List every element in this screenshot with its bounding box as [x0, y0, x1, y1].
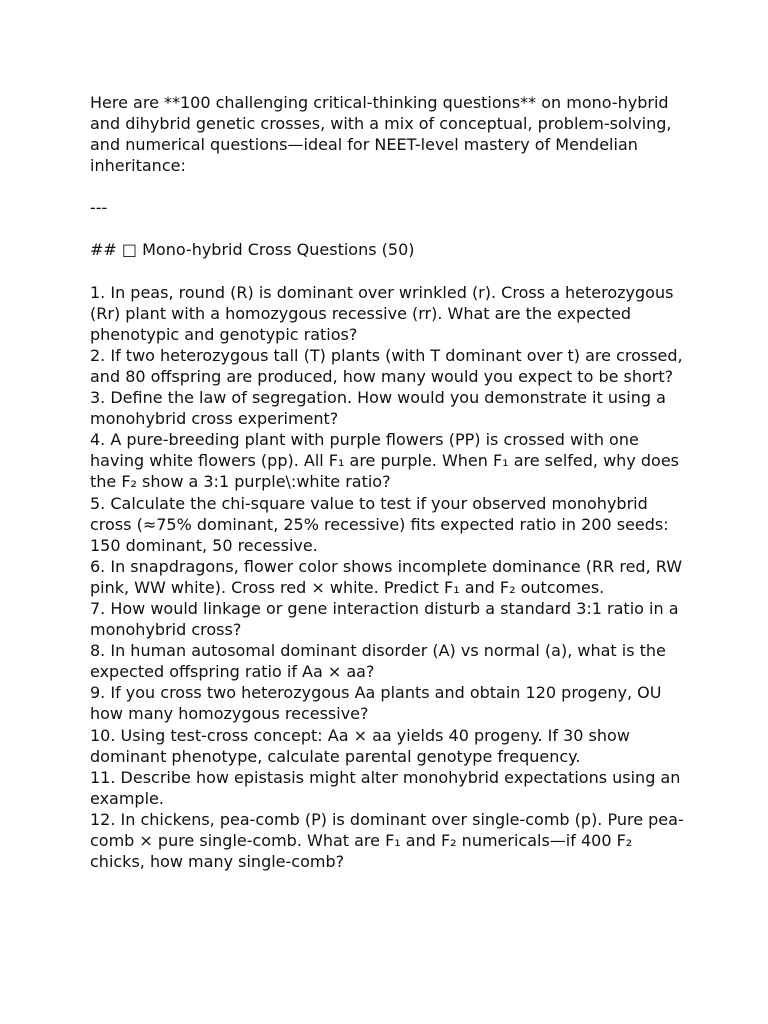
question-item: 9. If you cross two heterozygous Aa plants and obtain 120 progeny, OU how many homozygous recessive? — [90, 683, 662, 724]
question-item: 4. A pure-breeding plant with purple flowers (PP) is crossed with one having white flowers (pp). All F₁ are purple. When F₁ are selfed, why does the F₂ show a 3:1 purple\:white ratio? — [90, 430, 679, 492]
question-item: 6. In snapdragons, flower color shows incomplete dominance (RR red, RW pink, WW white). Cross red × white. Predict F₁ and F₂ outcomes. — [90, 556, 683, 597]
question-item: 3. Define the law of segregation. How would you demonstrate it using a monohybrid cross experiment? — [90, 388, 666, 429]
document-page — [90, 92, 690, 872]
question-item: 8. In human autosomal dominant disorder (A) vs normal (a), what is the expected offspring ratio if Aa × aa? — [90, 641, 666, 682]
question-item: 7. How would linkage or gene interaction disturb a standard 3:1 ratio in a monohybrid cross? — [90, 598, 679, 640]
question-item: 10. Using test-cross concept: Aa × aa yields 40 progeny. If 30 show dominant phenotype, calculate parental genotype frequency. — [90, 725, 630, 766]
section-heading: ## □ Mono-hybrid Cross Questions (50) — [90, 240, 415, 260]
question-item: 5. Calculate the chi-square value to test if your observed monohybrid cross (≈75% dominant, 25% recessive) fits expected ratio in 200 seeds: 150 dominant, 50 recessive. — [90, 493, 669, 555]
question-item: 11. Describe how epistasis might alter monohybrid expectations using an example. — [90, 767, 681, 808]
question-list — [90, 282, 690, 873]
question-item: 1. In peas, round (R) is dominant over wrinkled (r). Cross a heterozygous (Rr) plant with a homozygous recessive (rr). What are the expected phenotypic and genotypic ratios? — [90, 282, 674, 344]
question-item: 12. In chickens, pea-comb (P) is dominant over single-comb (p). Pure pea-comb × pure single-comb. What are F₁ and F₂ numericals—if 400 F₂ chicks, how many single-comb? — [90, 809, 684, 872]
question-item: 2. If two heterozygous tall (T) plants (with T dominant over t) are crossed, and 80 offspring are produced, how many would you expect to be short? — [90, 345, 683, 386]
intro-paragraph: Here are **100 challenging critical-thinking questions** on mono-hybrid and dihybrid genetic crosses, with a mix of conceptual, problem-solving, and numerical questions—ideal for NEET-level mastery of Mendelian inheritance: — [90, 93, 677, 176]
separator-line: --- — [90, 198, 108, 218]
